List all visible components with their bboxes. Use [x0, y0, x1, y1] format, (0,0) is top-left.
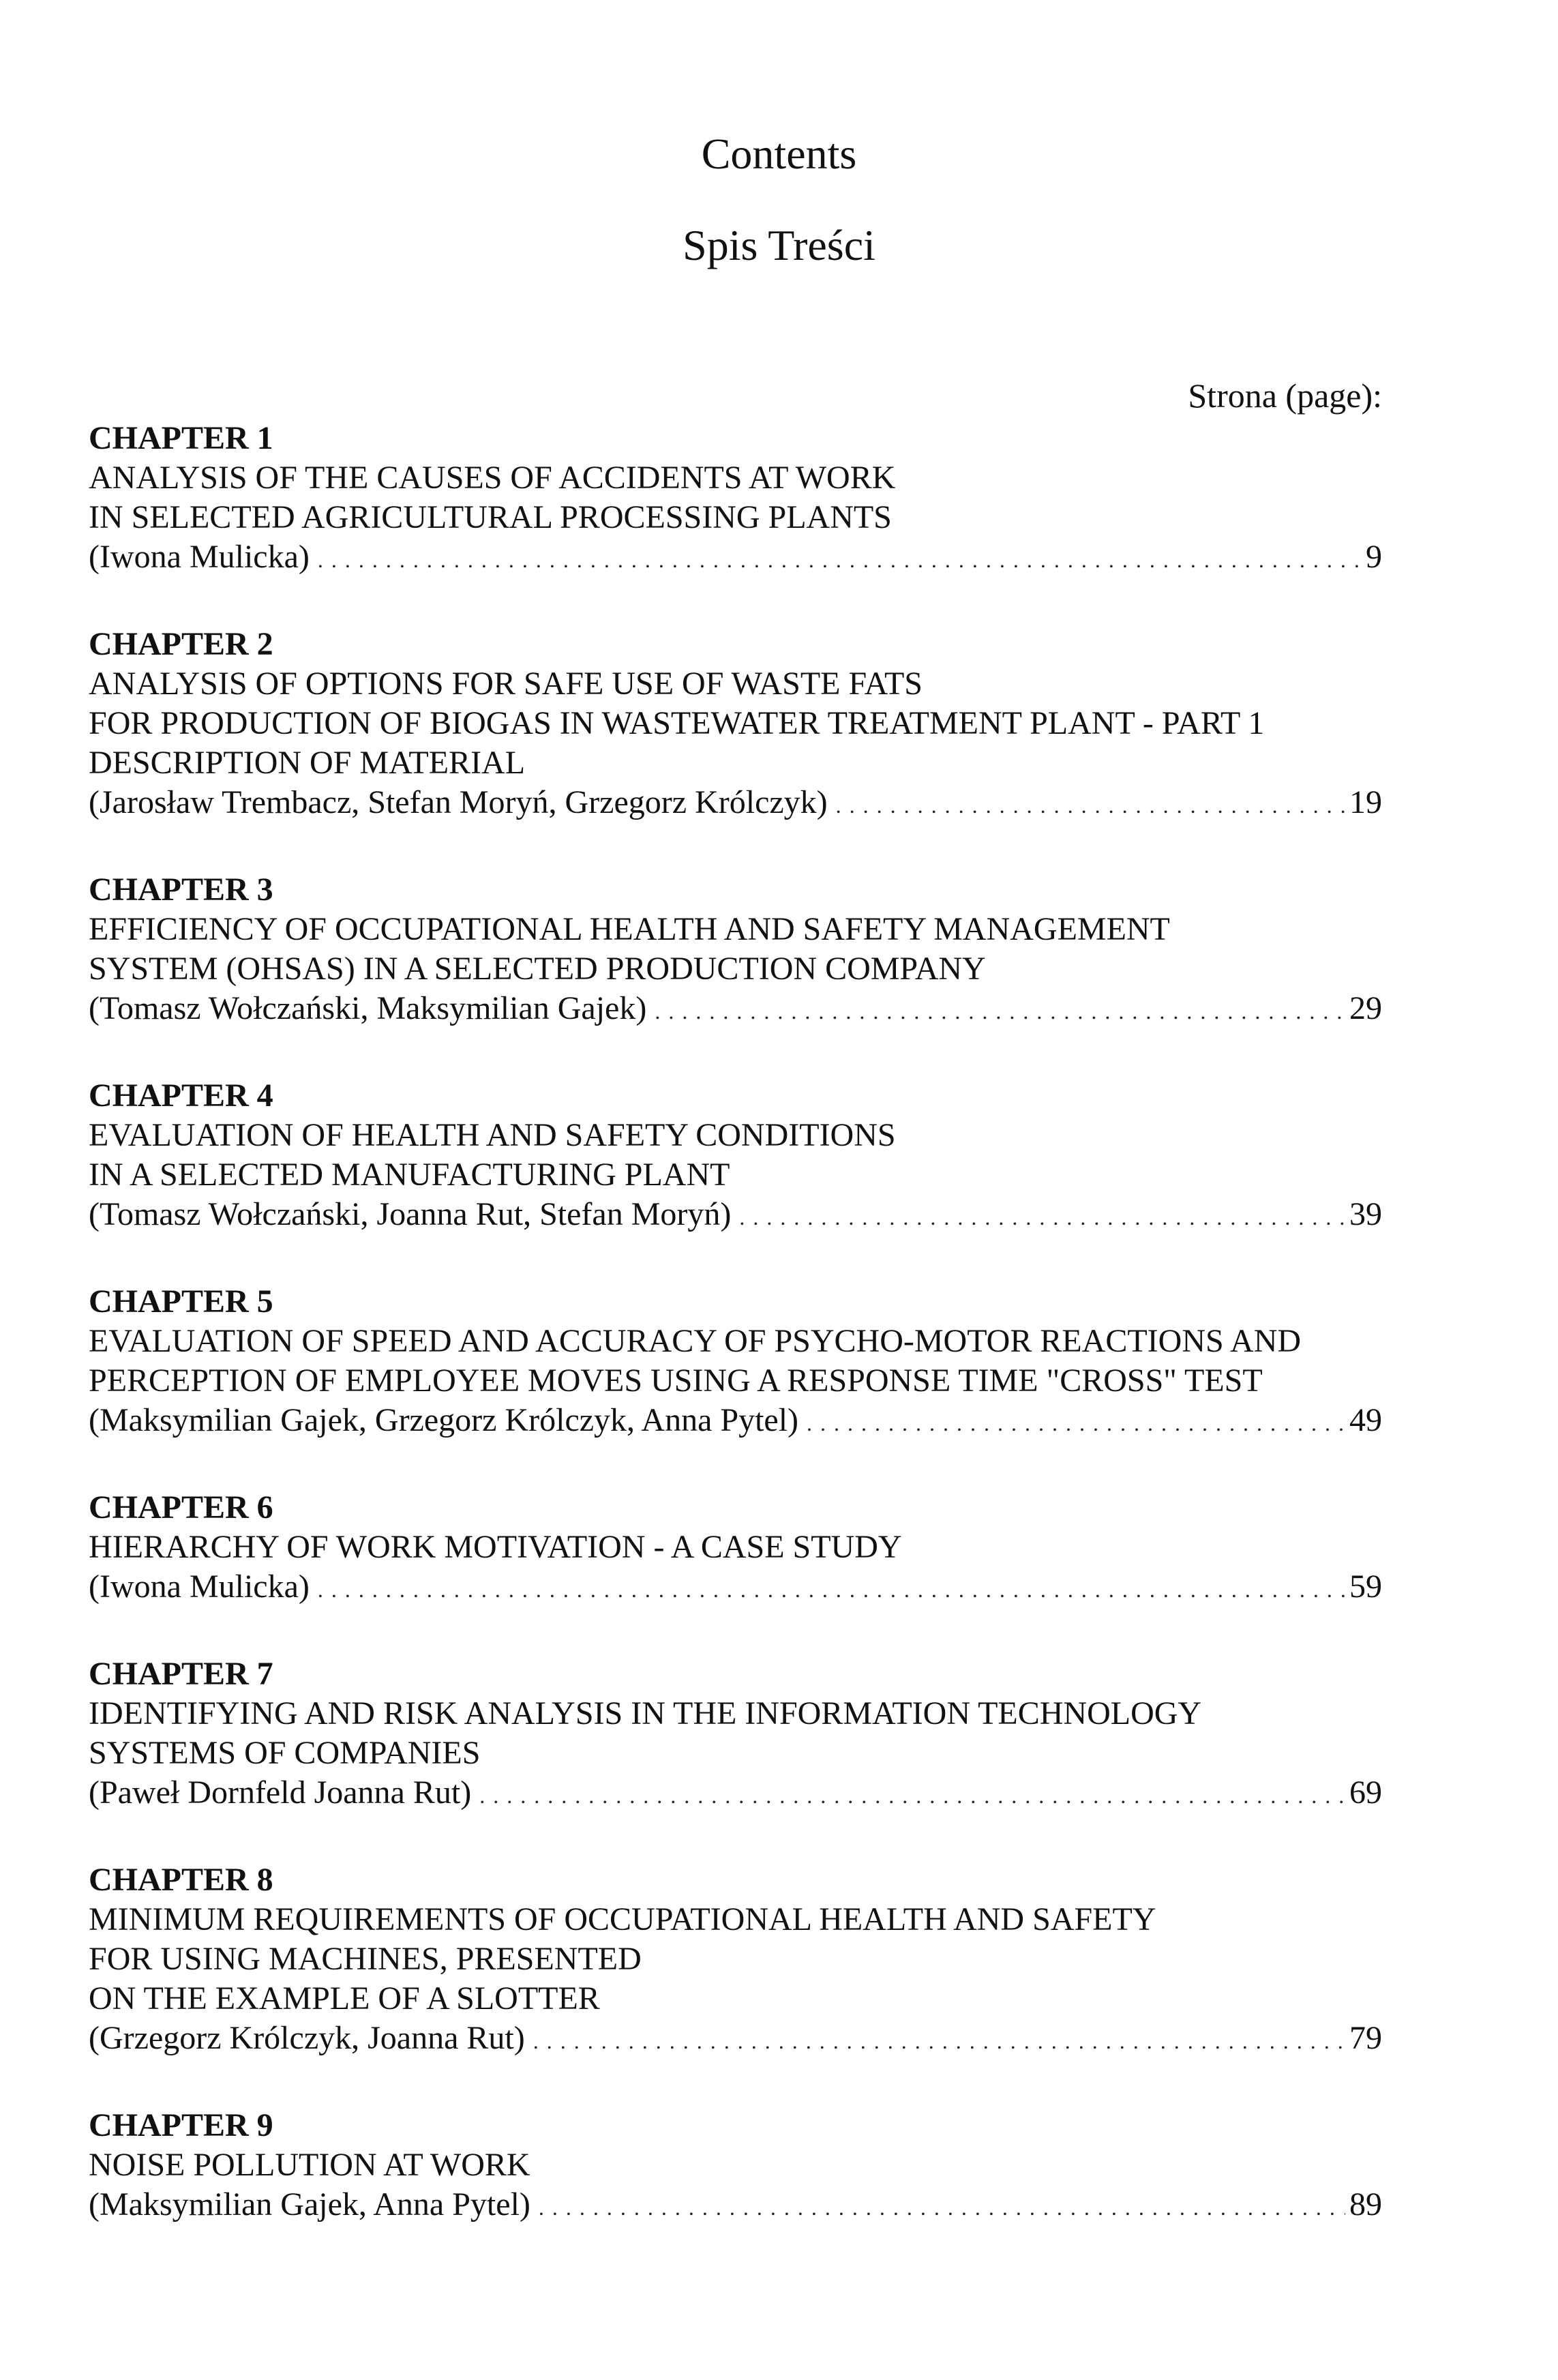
chapter-author-row: [89, 1773, 1382, 1815]
chapter-author-row: [89, 2185, 1382, 2227]
chapter-page-number: 69: [1349, 1774, 1382, 1811]
chapter-title-line: EVALUATION OF HEALTH AND SAFETY CONDITIONS: [89, 1117, 896, 1153]
chapter-authors: (Jarosław Trembacz, Stefan Moryń, Grzegorz Królczyk): [89, 784, 828, 820]
chapter-title-line: SYSTEMS OF COMPANIES: [89, 1735, 481, 1771]
toc-entry: [89, 2106, 1382, 2227]
chapter-page-number: 9: [1366, 539, 1382, 575]
chapter-title-line: NOISE POLLUTION AT WORK: [89, 2147, 530, 2183]
chapter-title-line: HIERARCHY OF WORK MOTIVATION - A CASE STUDY: [89, 1529, 902, 1565]
toc-entry: [89, 1282, 1382, 1443]
chapter-label: CHAPTER 8: [89, 1862, 273, 1898]
chapter-label: CHAPTER 7: [89, 1656, 273, 1692]
chapter-title-line: EVALUATION OF SPEED AND ACCURACY OF PSYCHO-MOTOR REACTIONS AND: [89, 1323, 1302, 1359]
chapter-authors: (Grzegorz Królczyk, Joanna Rut): [89, 2020, 525, 2056]
dot-leader: [479, 1776, 1345, 1815]
page-title: Contents: [701, 130, 857, 178]
chapter-page-number: 19: [1349, 784, 1382, 820]
chapter-label: CHAPTER 5: [89, 1283, 273, 1320]
dot-leader: [655, 992, 1345, 1031]
toc-entry: [89, 1860, 1382, 2061]
dot-leader: [318, 1570, 1345, 1609]
chapter-title-line: ANALYSIS OF OPTIONS FOR SAFE USE OF WASTE FATS: [89, 666, 923, 702]
toc-entry: [89, 870, 1382, 1031]
chapter-title-line: IN SELECTED AGRICULTURAL PROCESSING PLANTS: [89, 499, 892, 535]
chapter-author-row: [89, 783, 1382, 825]
chapter-authors: (Maksymilian Gajek, Anna Pytel): [89, 2186, 530, 2222]
chapter-page-number: 49: [1349, 1402, 1382, 1438]
table-of-contents: [89, 419, 1382, 2272]
chapter-author-row: [89, 2019, 1382, 2061]
chapter-label: CHAPTER 2: [89, 626, 273, 662]
toc-entry: [89, 625, 1382, 825]
chapter-label: CHAPTER 4: [89, 1077, 273, 1114]
chapter-authors: (Iwona Mulicka): [89, 1568, 310, 1605]
chapter-authors: (Tomasz Wołczański, Maksymilian Gajek): [89, 990, 647, 1026]
toc-entry: [89, 1654, 1382, 1815]
chapter-title-line: IDENTIFYING AND RISK ANALYSIS IN THE INFORMATION TECHNOLOGY: [89, 1695, 1202, 1731]
chapter-author-row: [89, 537, 1382, 580]
dot-leader: [318, 540, 1362, 580]
chapter-title-line: FOR PRODUCTION OF BIOGAS IN WASTEWATER TREATMENT PLANT - PART 1: [89, 705, 1265, 741]
chapter-label: CHAPTER 3: [89, 872, 273, 908]
chapter-authors: (Tomasz Wołczański, Joanna Rut, Stefan Moryń): [89, 1196, 732, 1232]
chapter-label: CHAPTER 6: [89, 1489, 273, 1526]
chapter-title-line: ON THE EXAMPLE OF A SLOTTER: [89, 1980, 600, 2017]
chapter-page-number: 59: [1349, 1568, 1382, 1605]
dot-leader: [807, 1403, 1345, 1443]
toc-entry: [89, 419, 1382, 580]
chapter-title-line: EFFICIENCY OF OCCUPATIONAL HEALTH AND SAFETY MANAGEMENT: [89, 911, 1170, 947]
chapter-title-line: PERCEPTION OF EMPLOYEE MOVES USING A RESPONSE TIME "CROSS" TEST: [89, 1363, 1263, 1399]
chapter-page-number: 29: [1349, 990, 1382, 1026]
dot-leader: [739, 1198, 1345, 1237]
chapter-title-line: MINIMUM REQUIREMENTS OF OCCUPATIONAL HEALTH AND SAFETY: [89, 1901, 1156, 1937]
page-column-header: Strona (page):: [1188, 376, 1382, 415]
chapter-authors: (Maksymilian Gajek, Grzegorz Królczyk, Anna Pytel): [89, 1402, 799, 1438]
chapter-page-number: 39: [1349, 1196, 1382, 1232]
chapter-label: CHAPTER 9: [89, 2107, 273, 2143]
dot-leader: [836, 786, 1345, 825]
toc-entry: [89, 1076, 1382, 1237]
chapter-author-row: [89, 1401, 1382, 1443]
page-subtitle: Spis Treści: [683, 221, 875, 269]
chapter-authors: (Paweł Dornfeld Joanna Rut): [89, 1774, 472, 1811]
dot-leader: [539, 2188, 1345, 2227]
toc-entry: [89, 1488, 1382, 1609]
chapter-author-row: [89, 989, 1382, 1031]
chapter-title-line: SYSTEM (OHSAS) IN A SELECTED PRODUCTION COMPANY: [89, 951, 986, 987]
chapter-authors: (Iwona Mulicka): [89, 539, 310, 575]
chapter-title-line: ANALYSIS OF THE CAUSES OF ACCIDENTS AT WORK: [89, 460, 896, 496]
chapter-title-line: IN A SELECTED MANUFACTURING PLANT: [89, 1157, 730, 1193]
chapter-title-line: FOR USING MACHINES, PRESENTED: [89, 1941, 642, 1977]
chapter-title-line: DESCRIPTION OF MATERIAL: [89, 745, 526, 781]
chapter-author-row: [89, 1567, 1382, 1609]
chapter-author-row: [89, 1195, 1382, 1237]
dot-leader: [533, 2021, 1345, 2061]
chapter-page-number: 79: [1349, 2020, 1382, 2056]
chapter-label: CHAPTER 1: [89, 420, 273, 456]
chapter-page-number: 89: [1349, 2186, 1382, 2222]
